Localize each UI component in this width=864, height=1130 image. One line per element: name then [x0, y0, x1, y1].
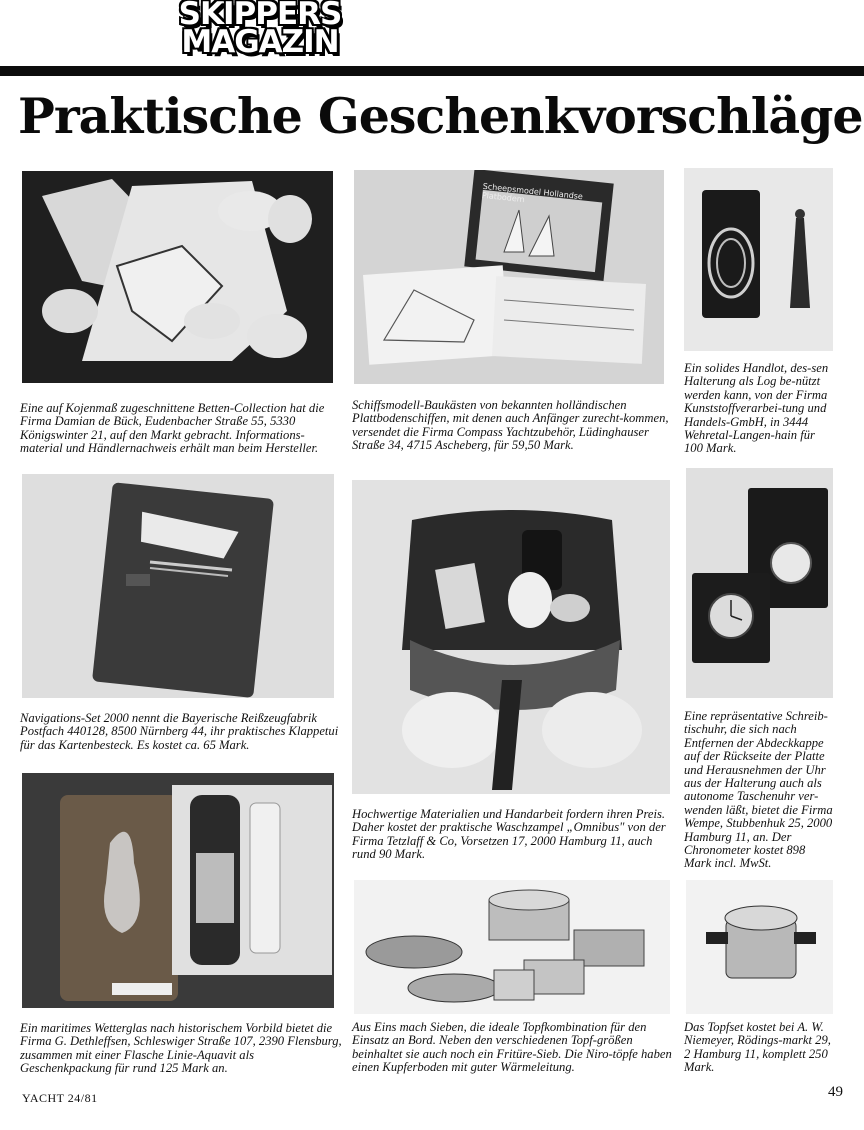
- caption-weather-glass: Ein maritimes Wetterglas nach historischem Vorbild bietet die Firma G. Dethleffsen, Schleswiger Straße 107, 2390 Flensburg, zusammen mit einer Flasche Linie-Aquavit als Geschenkpackung für rund 125 Mark an.: [20, 1021, 342, 1076]
- caption-wash-bag: Hochwertige Materialien und Handarbeit fordern ihren Preis. Daher kostet der praktische Waschzampel „Omnibus" von der Firma Tetzlaff & Co, Vorsetzen 17, 2000 Hamburg 11, auch rund 90 Mark.: [352, 807, 666, 862]
- photo-model-ship-kit: [354, 170, 664, 384]
- photo-hand-lead: [684, 168, 833, 351]
- page-number: 49: [828, 1084, 843, 1100]
- page-headline: Praktische Geschenkvorschläge: [18, 87, 863, 145]
- photo-navigation-set: [22, 474, 334, 698]
- photo-bedding-collection: [22, 171, 333, 383]
- photo-pot-set: [686, 880, 833, 1014]
- photo-weather-glass: [22, 773, 334, 1008]
- caption-model-ship: Schiffsmodell-Baukästen von bekannten holländischen Plattbodenschiffen, mit denen auch Anfänger zurecht-kommen, versendet die Firma Compass Yachtzubehör, Lüdinghauser Straße 34, 4715 Ascheberg, für 59,50 Mark.: [352, 398, 669, 453]
- caption-pot-combination: Aus Eins mach Sieben, die ideale Topfkombination für den Einsatz an Bord. Neben den verschiedenen Topf-größen beinhaltet sie auch noch ein Fritüre-Sieb. Die Niro-töpfe haben einen Kupferboden mit guter Wärmeleitung.: [352, 1020, 672, 1075]
- masthead-line-1: SKIPPERS: [178, 0, 342, 32]
- header-rule: [0, 66, 864, 76]
- magazine-masthead: [162, 0, 358, 64]
- photo-pot-combination: [354, 880, 670, 1014]
- model-kit-box-title: Scheepsmodel Hollandse Platbodem: [481, 181, 584, 205]
- issue-label: YACHT 24/81: [22, 1091, 98, 1105]
- caption-hand-lead: Ein solides Handlot, des-sen Halterung als Log be-nützt werden kann, von der Firma Kunststoffverarbei-tung und Handels-GmbH, in 3444 Wehretal-Langen-hain für 100 Mark.: [684, 361, 829, 456]
- caption-navigation-set: Navigations-Set 2000 nennt die Bayerische Reißzeugfabrik Postfach 440128, 8500 Nürnberg 44, ihr praktisches Klappetui für das Kartenbesteck. Es kostet ca. 65 Mark.: [20, 711, 339, 752]
- caption-desk-clock: Eine repräsentative Schreib-tischuhr, die sich nach Entfernen der Abdeckkappe auf der Rückseite der Platte und Herausnehmen der Uhr aus der Halterung auch als autonome Taschenuhr ver-wenden läßt, bietet die Firma Wempe, Stubbenhuk 25, 2000 Hamburg 11, an. Der Chronometer kostet 898 Mark incl. MwSt.: [684, 709, 833, 871]
- caption-bedding: Eine auf Kojenmaß zugeschnittene Betten-Collection hat die Firma Damian de Bück, Eudenbacher Straße 55, 5330 Königswinter 21, auf den Markt gebracht. Informations-material und Händlernachweis erhält man beim Hersteller.: [20, 401, 325, 456]
- masthead-line-2: MAGAZIN: [181, 24, 339, 60]
- caption-pot-set: Das Topfset kostet bei A. W. Niemeyer, Rödings-markt 29, 2 Hamburg 11, komplett 250 Mark.: [684, 1020, 831, 1075]
- photo-desk-clock: [686, 468, 833, 698]
- photo-wash-bag: [352, 480, 670, 794]
